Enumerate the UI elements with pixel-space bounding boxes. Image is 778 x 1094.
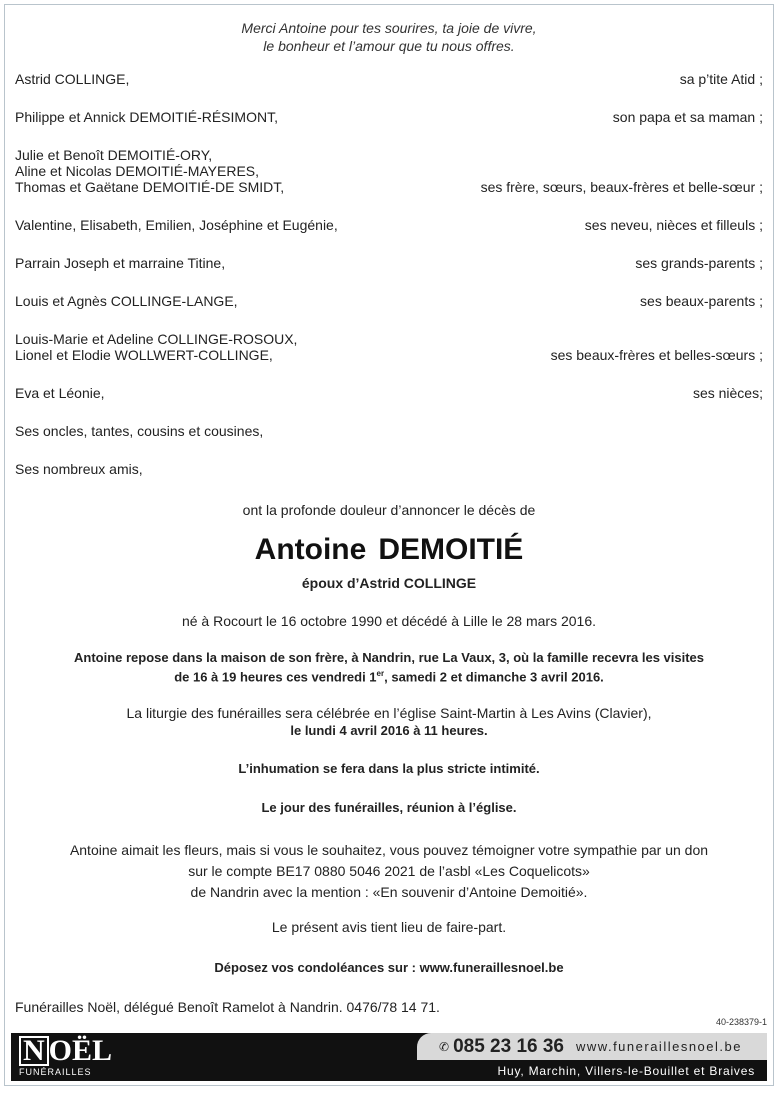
logo-subtitle: FUNÉRAILLES [19,1067,92,1077]
flowers-donation-info [5,840,773,903]
condolences-line: Déposez vos condoléances sur : www.funeraillesnoel.be [214,960,564,975]
spouse-line: époux d’Astrid COLLINGE [301,575,477,591]
family-row [15,255,763,271]
family-names [15,217,338,233]
family-row [15,109,763,125]
family-names [15,293,238,309]
family-list [15,71,763,499]
family-relation: ses beaux-parents ; [640,293,763,309]
family-names [15,147,284,195]
family-name-line: Philippe et Annick DEMOITIÉ-RÉSIMONT, [15,109,278,125]
family-names [15,423,263,439]
repose-info [5,650,773,685]
reunion-line: Le jour des funérailles, réunion à l’église. [261,800,517,815]
family-row [15,461,763,477]
flowers-line-3: de Nandrin avec la mention : «En souvenir d’Antoine Demoitié». [190,884,588,900]
family-name-line: Parrain Joseph et marraine Titine, [15,255,226,271]
family-row [15,217,763,233]
announcement-text: ont la profonde douleur d’annoncer le décès de [242,502,536,518]
obituary-page [4,4,774,1086]
family-names [15,331,297,363]
liturgy-info [5,705,773,739]
faire-part-line: Le présent avis tient lieu de faire-part. [271,919,507,935]
family-relation: sa p’tite Atid ; [679,71,763,87]
contact-bar [417,1033,767,1060]
family-name-line: Louis-Marie et Adeline COLLINGE-ROSOUX, [15,331,298,347]
family-row [15,385,763,401]
family-name-line: Aline et Nicolas DEMOITIÉ-MAYERES, [15,163,260,179]
family-relation: son papa et sa maman ; [612,109,763,125]
family-row [15,423,763,439]
family-names [15,255,225,271]
family-name-line: Ses oncles, tantes, cousins et cousines, [15,423,264,439]
family-names [15,385,105,401]
family-relation: ses grands-parents ; [635,255,763,271]
quote-line-1: Merci Antoine pour tes sourires, ta joie de vivre, [241,20,537,36]
birth-death-line: né à Rocourt le 16 octobre 1990 et décédé à Lille le 28 mars 2016. [181,613,597,629]
family-names [15,71,129,87]
family-name-line: Valentine, Elisabeth, Emilien, Joséphine et Eugénie, [15,217,338,233]
service-towns: Huy, Marchin, Villers-le-Bouillet et Braives [497,1064,755,1078]
family-name-line: Louis et Agnès COLLINGE-LANGE, [15,293,238,309]
footer-band [11,1033,767,1081]
family-name-line: Lionel et Elodie WOLLWERT-COLLINGE, [15,347,273,363]
deceased-first-name: Antoine [254,533,367,566]
family-row [15,293,763,309]
family-row [15,71,763,87]
family-name-line: Thomas et Gaëtane DEMOITIÉ-DE SMIDT, [15,179,285,195]
flowers-line-2: sur le compte BE17 0880 5046 2021 de l’asbl «Les Coquelicots» [188,863,590,879]
repose-line-1: Antoine repose dans la maison de son frère, à Nandrin, rue La Vaux, 3, où la famille recevra les visites [73,650,705,665]
family-names [15,461,143,477]
family-names [15,109,278,125]
family-relation: ses frère, sœurs, beaux-frères et belle-sœur ; [480,179,763,195]
flowers-line-1: Antoine aimait les fleurs, mais si vous le souhaitez, vous pouvez témoigner votre sympathie par un don [69,842,709,858]
website-link[interactable]: www.funeraillesnoel.be [576,1039,742,1054]
funeral-home-info: Funérailles Noël, délégué Benoît Ramelot à Nandrin. 0476/78 14 71. [15,999,440,1015]
reference-number: 40-238379-1 [715,1017,767,1027]
funeral-home-logo: N OËL FUNÉRAILLES [19,1034,113,1077]
memorial-quote [5,19,773,55]
family-relation: ses beaux-frères et belles-sœurs ; [550,347,763,363]
family-relation: ses nièces; [692,385,763,401]
family-name-line: Julie et Benoît DEMOITIÉ-ORY, [15,147,213,163]
family-relation: ses neveu, nièces et filleuls ; [584,217,763,233]
liturgy-line-1: La liturgie des funérailles sera célébrée en l’église Saint-Martin à Les Avins (Clavier), [126,705,652,721]
deceased-last-name: DEMOITIÉ [378,533,524,566]
phone-icon: ✆ [439,1039,450,1054]
inhumation-line: L’inhumation se fera dans la plus stricte intimité. [238,761,540,776]
family-row [15,331,763,363]
family-name-line: Astrid COLLINGE, [15,71,130,87]
liturgy-line-2: le lundi 4 avril 2016 à 11 heures. [290,723,488,738]
family-name-line: Eva et Léonie, [15,385,105,401]
family-row [15,147,763,195]
phone-number: 085 23 16 36 [453,1035,565,1057]
repose-line-2: de 16 à 19 heures ces vendredi 1er, samedi 2 et dimanche 3 avril 2016. [174,669,604,685]
family-name-line: Ses nombreux amis, [15,461,143,477]
deceased-name [5,533,773,567]
quote-line-2: le bonheur et l’amour que tu nous offres. [263,38,515,54]
